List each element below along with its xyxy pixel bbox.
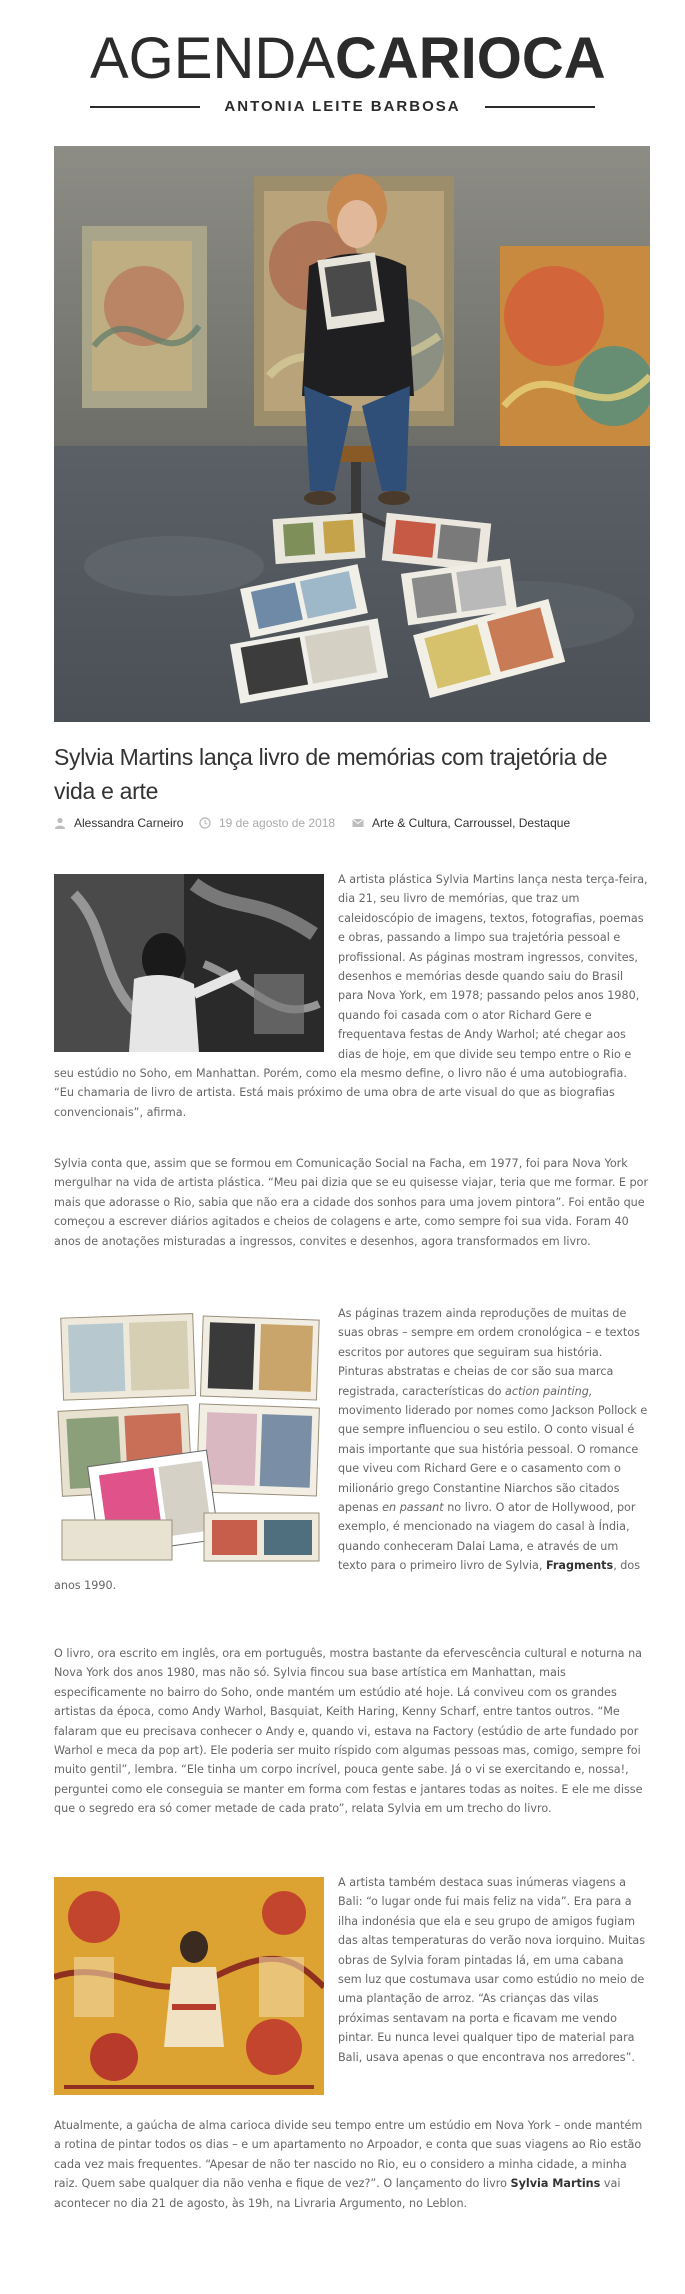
featured-image: [54, 146, 650, 722]
post-date: 19 de agosto de 2018: [219, 816, 336, 830]
paragraph-text: A artista também destaca suas inúmeras viagens a Bali: “o lugar onde fui mais feliz na vida”. Era para a ilha indonésia que ela e seu grupo de amigos fugiam das altas temperaturas do verão nova iorquino. Muitas obras de Sylvia foram pintadas lá, em uma cabana sem luz que costumava usar como estúdio no meio de uma plantação de arroz. “As crianças das vilas próximas sentavam na porta e ficavam me vendo pintar. Eu nunca levei qualquer tipo de material para Bali, usava apenas o que encontrava nos arredores”.: [338, 1876, 646, 2064]
book-title-sylvia-martins: Sylvia Martins: [510, 2177, 601, 2191]
article-paragraph-5: [54, 1873, 650, 2101]
logo-rule-left: [90, 106, 200, 108]
paragraph-text: As páginas trazem ainda reproduções de muitas de suas obras – sempre em ordem cronológica – e textos escritos por autores que seguiram sua história. Pinturas abstratas e cheias de cor são sua marca registrada, características do: [338, 1307, 640, 1398]
site-logo[interactable]: [90, 26, 606, 118]
paragraph-text: , dos anos 1990.: [54, 1559, 641, 1592]
artist-studio-photo: [54, 146, 650, 722]
paragraph-text: Atualmente, a gaúcha de alma carioca divide seu tempo entre um estúdio em Nova York – onde mantém a rotina de pintar todos os dias – e um apartamento no Arpoador, e conta que suas viagens ao Rio estão cada vez mais frequentes. “Apesar de não ter nascido no Rio, eu o considero a minha cidade, a minha raiz. Quem sabe qualquer dia não venha e fique de vez?”. O lançamento do livro: [54, 2119, 643, 2191]
post-title[interactable]: Sylvia Martins lança livro de memórias com trajetória de vida e arte: [54, 744, 608, 804]
article-paragraph-2: Sylvia conta que, assim que se formou em Comunicação Social na Facha, em 1977, foi para Nova York mergulhar na vida de artista plástica. “Meu pai dizia que se eu quisesse viajar, teria que me formar. E por mais que adorasse o Rio, sabia que não era a cidade dos sonhos para uma jovem pintora”. Foi então que começou a escrever diários agitados e cheios de colagens e arte, como sempre foi sua vida. Foram 40 anos de anotações misturadas a ingressos, convites e desenhos, agora transformados em livro.: [54, 1157, 649, 1248]
author-link[interactable]: Alessandra Carneiro: [74, 816, 184, 830]
article-image-artist-painting: [54, 874, 324, 1052]
meta-categories: [352, 816, 570, 830]
article-paragraph-4: O livro, ora escrito em inglês, ora em português, mostra bastante da efervescência cultural e noturna na Nova York dos anos 1980, mas não só. Sylvia fincou sua base artística em Manhattan, mais especificamente no bairro do Soho, onde mantém um estúdio até hoje. Lá conviveu com os grandes artistas da época, como Andy Warhol, Basquiat, Keith Haring, Kenny Scharf, entre tantos outros. “Me falaram que eu precisava conhecer o Andy e, quando vi, estava na Factory (estúdio de arte fundado por Warhol e meca da pop art). Ele poderia ser muito ríspido com algumas pessoas mas, comigo, sempre foi muito gentil”, lembra. “Ele tinha um corpo incrível, pouca gente sabe. Já o vi se exercitando e, nossa!, perguntei como ele conseguia se manter em forma com festas e jantares todas as noites. E ele me disse que o segredo era só comer metade de cada prato”, relata Sylvia em um trecho do livro.: [54, 1647, 643, 1816]
paragraph-text: movimento liderado por nomes como Jackson Pollock e que sempre influenciou o seu estilo. O conto visual é mais importante que sua história pessoal. O romance que viveu com Richard Gere e o casamento com o milionário grego Constantine Niarchos são citados apenas: [338, 1404, 648, 1515]
meta-author: [54, 816, 183, 830]
article-image-journals: [54, 1308, 324, 1564]
emphasis-action-painting: action painting,: [505, 1384, 593, 1398]
person-icon: [54, 817, 66, 829]
paragraph-text: vai acontecer no dia 21 de agosto, às 19h, na Livraria Argumento, no Leblon.: [54, 2177, 621, 2210]
artist-painting-photo: [54, 874, 324, 1052]
paragraph-text: no livro. O ator de Hollywood, por exemplo, é mencionado na viagem do casal à Índia, quando conheceram Dalai Lama, e através de um texto para o primeiro livro de Sylvia,: [338, 1501, 636, 1573]
category-link[interactable]: Arte & Cultura: [372, 816, 448, 830]
article-paragraph-3: [54, 1304, 650, 1595]
category-link[interactable]: Destaque: [518, 816, 571, 830]
paragraph-text: A artista plástica Sylvia Martins lança nesta terça-feira, dia 21, seu livro de memórias, que traz um caleidoscópio de imagens, textos, fotografias, poemas e obras, passando a limpo sua trajetória pessoal e profissional. As páginas mostram ingressos, convites, desenhos e memórias desde quando saiu do Brasil para Nova York, em 1978; passando pelos anos 1980, quando foi casada com o ator Richard Gere e frequentava festas de Andy Warhol; até chegar aos dias de hoje, em que divide seu tempo entre o Rio e seu estúdio no Soho, em Manhattan. Porém, como ela mesmo define, o livro não é uma autobiografia. “Eu chamaria de livro de artista. Está mais próximo de uma obra de arte visual do que as biografias convencionais”, afirma.: [54, 873, 648, 1119]
emphasis-en-passant: en passant: [382, 1501, 444, 1515]
category-separator: ,: [512, 816, 519, 830]
site-header: [0, 0, 685, 130]
journals-collage-photo: [54, 1308, 324, 1564]
category-link[interactable]: Carroussel: [454, 816, 513, 830]
post-meta: [54, 816, 654, 836]
clock-icon: [199, 817, 211, 829]
painting-left: [82, 226, 207, 408]
logo-word-agenda: AGENDA: [90, 26, 335, 91]
category-separator: ,: [447, 816, 455, 830]
logo-word-carioca: CARIOCA: [334, 26, 606, 91]
bali-painting-artwork: [54, 1877, 324, 2095]
category-list: [372, 816, 570, 830]
logo-rule-right: [485, 106, 595, 108]
article-paragraph-1: [54, 870, 650, 1122]
envelope-icon: [352, 817, 364, 829]
meta-date: [199, 816, 335, 830]
book-title-fragments: Fragments: [545, 1559, 614, 1573]
logo-wordmark: [90, 26, 606, 91]
painting-right: [500, 246, 650, 446]
logo-subtitle: ANTONIA LEITE BARBOSA: [224, 98, 461, 115]
article-paragraph-6: [54, 2116, 650, 2213]
logo-subtitle-row: [90, 96, 595, 118]
article-image-bali-painting: [54, 1877, 324, 2095]
